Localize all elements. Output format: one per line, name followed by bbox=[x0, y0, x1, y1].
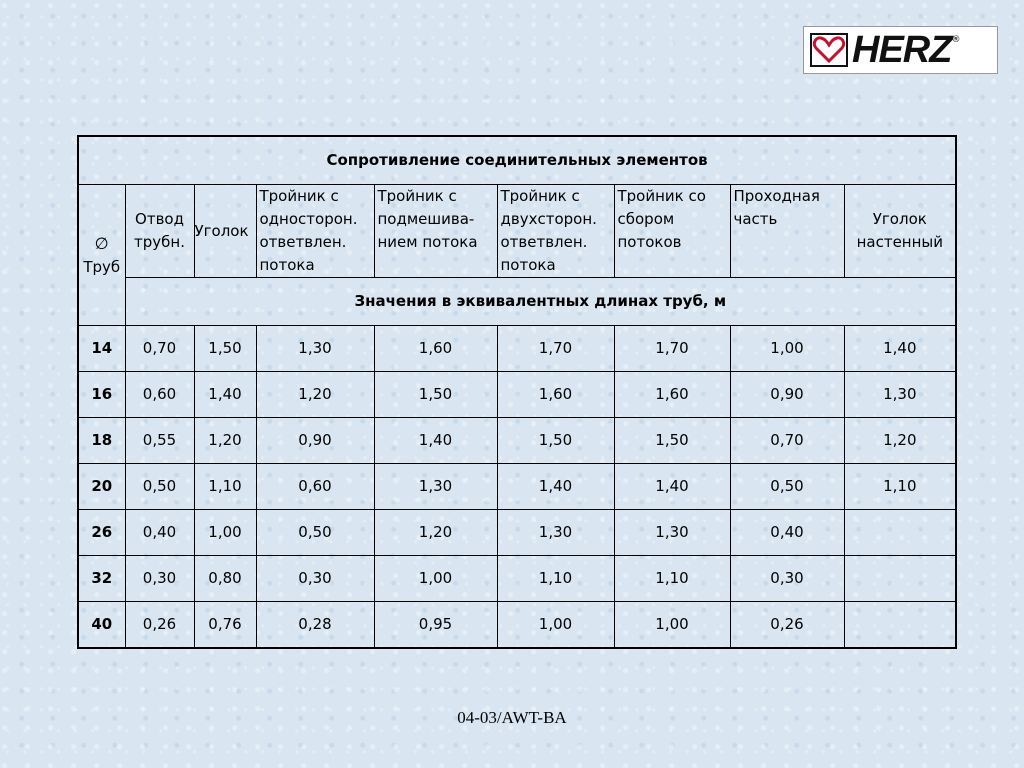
col-header-elbow: Отвод трубн. bbox=[125, 185, 194, 278]
value-cell: 0,40 bbox=[125, 510, 194, 556]
value-cell: 0,50 bbox=[730, 464, 844, 510]
value-cell: 1,50 bbox=[374, 372, 497, 418]
value-cell: 1,40 bbox=[374, 418, 497, 464]
logo-wordmark: HERZ bbox=[852, 29, 952, 71]
value-cell: 1,30 bbox=[374, 464, 497, 510]
value-cell: 1,40 bbox=[194, 372, 256, 418]
value-cell: 1,30 bbox=[497, 510, 614, 556]
value-cell: 1,20 bbox=[256, 372, 374, 418]
col-header-through: Проходная часть bbox=[730, 185, 844, 278]
value-cell: 0,95 bbox=[374, 602, 497, 649]
footer-code: 04-03/AWT-BA bbox=[457, 708, 567, 727]
col-header-angle: Уголок bbox=[194, 185, 256, 278]
value-cell: 1,60 bbox=[497, 372, 614, 418]
table-row bbox=[78, 556, 956, 602]
value-cell: 1,70 bbox=[614, 326, 730, 372]
diameter-cell: 14 bbox=[78, 326, 125, 372]
value-cell: 0,90 bbox=[256, 418, 374, 464]
col-header-wall-angle: Уголок настенный bbox=[844, 185, 956, 278]
diameter-cell: 40 bbox=[78, 602, 125, 649]
col-header-tee-collecting: Тройник со сбором потоков bbox=[614, 185, 730, 278]
table-row bbox=[78, 464, 956, 510]
value-cell: 1,50 bbox=[194, 326, 256, 372]
table-body bbox=[78, 326, 956, 649]
diameter-cell: 18 bbox=[78, 418, 125, 464]
table-subtitle: Значения в эквивалентных длинах труб, м bbox=[125, 278, 956, 326]
value-cell: 1,10 bbox=[497, 556, 614, 602]
value-cell: 1,20 bbox=[374, 510, 497, 556]
value-cell: 0,50 bbox=[125, 464, 194, 510]
herz-logo bbox=[803, 26, 998, 74]
value-cell: 0,50 bbox=[256, 510, 374, 556]
equivalent-length-table bbox=[77, 135, 957, 649]
value-cell: 0,28 bbox=[256, 602, 374, 649]
value-cell: 0,70 bbox=[125, 326, 194, 372]
value-cell: 0,26 bbox=[125, 602, 194, 649]
value-cell: 0,55 bbox=[125, 418, 194, 464]
value-cell: 1,00 bbox=[374, 556, 497, 602]
table-row bbox=[78, 326, 956, 372]
value-cell: 0,40 bbox=[730, 510, 844, 556]
value-cell: 1,50 bbox=[614, 418, 730, 464]
table-row bbox=[78, 418, 956, 464]
table-row bbox=[78, 372, 956, 418]
diameter-label: Труб bbox=[83, 257, 121, 276]
value-cell bbox=[844, 602, 956, 649]
value-cell: 1,20 bbox=[194, 418, 256, 464]
col-header-tee-mixing: Тройник с подмешива-нием потока bbox=[374, 185, 497, 278]
value-cell: 0,60 bbox=[125, 372, 194, 418]
value-cell: 0,26 bbox=[730, 602, 844, 649]
value-cell: 1,00 bbox=[497, 602, 614, 649]
diameter-cell: 26 bbox=[78, 510, 125, 556]
value-cell: 1,60 bbox=[374, 326, 497, 372]
value-cell: 1,00 bbox=[614, 602, 730, 649]
value-cell: 1,70 bbox=[497, 326, 614, 372]
value-cell: 1,40 bbox=[614, 464, 730, 510]
value-cell: 1,10 bbox=[844, 464, 956, 510]
value-cell: 0,30 bbox=[730, 556, 844, 602]
value-cell: 1,10 bbox=[614, 556, 730, 602]
value-cell: 1,60 bbox=[614, 372, 730, 418]
value-cell: 0,30 bbox=[256, 556, 374, 602]
value-cell: 1,50 bbox=[497, 418, 614, 464]
value-cell: 1,40 bbox=[497, 464, 614, 510]
value-cell: 1,30 bbox=[614, 510, 730, 556]
registered-mark: ® bbox=[951, 35, 961, 45]
value-cell: 0,80 bbox=[194, 556, 256, 602]
diameter-header bbox=[78, 185, 125, 326]
value-cell: 1,20 bbox=[844, 418, 956, 464]
value-cell bbox=[844, 510, 956, 556]
value-cell: 1,10 bbox=[194, 464, 256, 510]
value-cell bbox=[844, 556, 956, 602]
value-cell: 0,30 bbox=[125, 556, 194, 602]
value-cell: 1,40 bbox=[844, 326, 956, 372]
col-header-tee-one-side: Тройник с односторон. ответвлен. потока bbox=[256, 185, 374, 278]
value-cell: 0,60 bbox=[256, 464, 374, 510]
table-row bbox=[78, 602, 956, 649]
value-cell: 1,30 bbox=[256, 326, 374, 372]
value-cell: 1,30 bbox=[844, 372, 956, 418]
diameter-cell: 32 bbox=[78, 556, 125, 602]
table-title: Сопротивление соединительных элементов bbox=[78, 136, 956, 185]
diameter-cell: 20 bbox=[78, 464, 125, 510]
value-cell: 1,00 bbox=[730, 326, 844, 372]
col-header-tee-two-side: Тройник с двухсторон. ответвлен. потока bbox=[497, 185, 614, 278]
value-cell: 0,90 bbox=[730, 372, 844, 418]
diameter-cell: 16 bbox=[78, 372, 125, 418]
diameter-symbol: ∅ bbox=[94, 233, 109, 253]
value-cell: 1,00 bbox=[194, 510, 256, 556]
table-row bbox=[78, 510, 956, 556]
heart-icon bbox=[810, 33, 848, 67]
value-cell: 0,70 bbox=[730, 418, 844, 464]
value-cell: 0,76 bbox=[194, 602, 256, 649]
